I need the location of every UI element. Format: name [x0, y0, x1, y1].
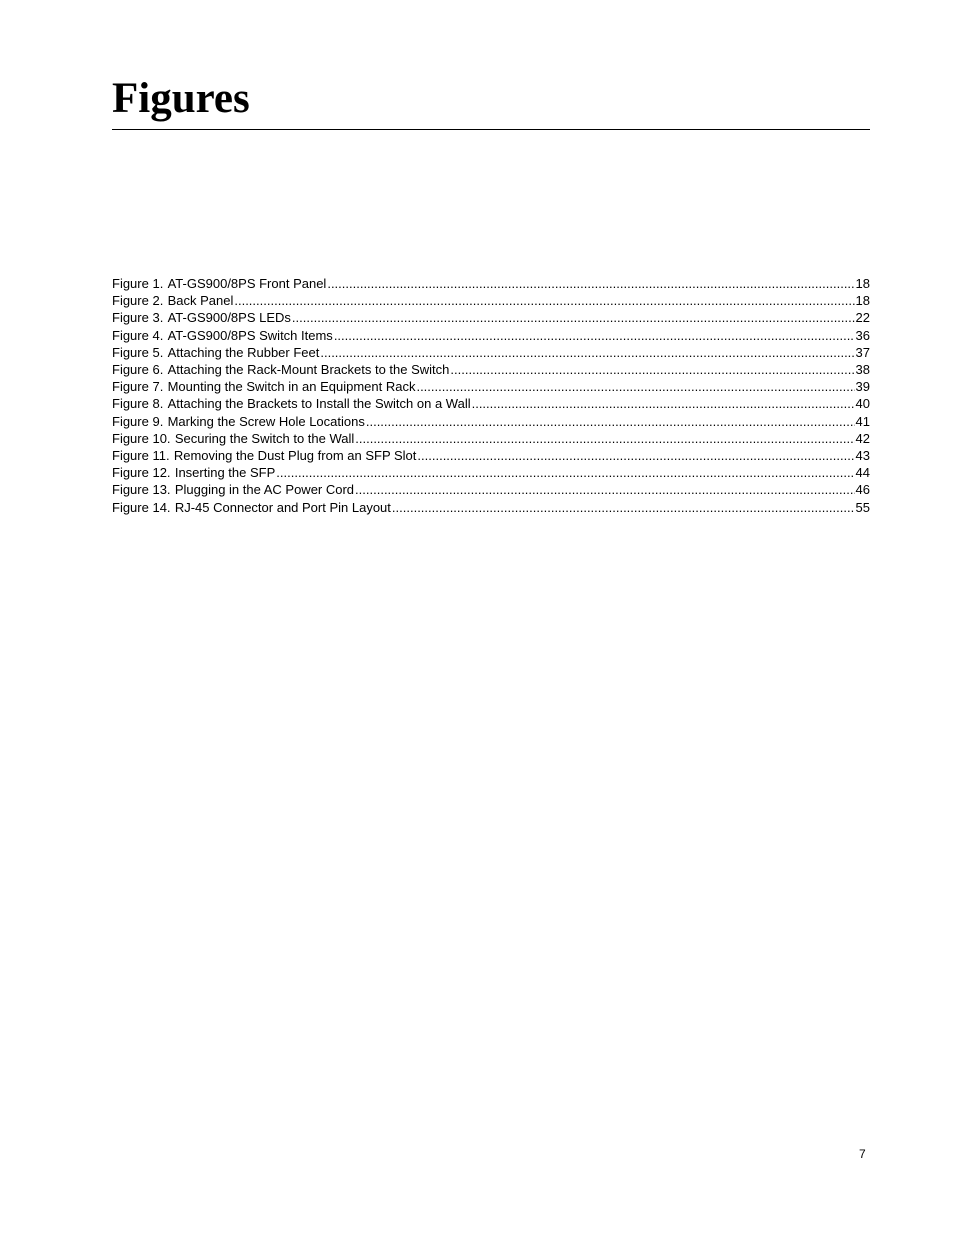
figure-caption: AT-GS900/8PS Switch Items [167, 327, 333, 343]
figure-caption: AT-GS900/8PS Front Panel [167, 276, 327, 291]
figure-number: Figure 3. [112, 310, 164, 326]
figure-number: Figure 12. [112, 465, 171, 481]
figure-entry-12[interactable] [112, 464, 870, 481]
figure-number: Figure 6. [112, 362, 164, 378]
figure-page-number: 40 [855, 396, 870, 412]
page-title: Figures [112, 75, 250, 122]
figure-page-number: 38 [855, 362, 870, 378]
figure-page-number: 39 [855, 379, 870, 395]
figure-number: Figure 14. [112, 499, 171, 515]
figure-caption: Plugging in the AC Power Cord [174, 482, 355, 498]
figure-page-number: 44 [855, 465, 870, 481]
figure-number: Figure 2. [112, 293, 164, 309]
figure-number: Figure 1. [112, 276, 164, 291]
dot-leader [234, 292, 854, 309]
figure-number: Figure 7. [112, 379, 164, 395]
figure-page-number: 43 [855, 448, 870, 464]
page-number: 7 [859, 1147, 866, 1161]
figure-caption: Mounting the Switch in an Equipment Rack [167, 379, 416, 395]
title-rule [112, 129, 870, 130]
figure-page-number: 55 [855, 499, 870, 515]
figure-caption: Inserting the SFP [174, 465, 276, 481]
figure-number: Figure 11. [112, 448, 170, 464]
figure-number: Figure 4. [112, 327, 164, 343]
figure-entry-4[interactable] [112, 327, 870, 344]
figure-page-number: 46 [855, 482, 870, 498]
figure-entry-14[interactable] [112, 499, 870, 516]
figure-entry-9[interactable] [112, 413, 870, 430]
dot-leader [320, 344, 854, 361]
figure-entry-8[interactable] [112, 395, 870, 412]
figure-entry-6[interactable] [112, 361, 870, 378]
figure-page-number: 37 [855, 344, 870, 360]
dot-leader [355, 481, 854, 498]
dot-leader [450, 361, 854, 378]
figure-number: Figure 13. [112, 482, 171, 498]
figure-page-number: 42 [855, 430, 870, 446]
figure-caption: Attaching the Rack-Mount Brackets to the Switch [167, 362, 450, 378]
figure-page-number: 18 [855, 293, 870, 309]
dot-leader [416, 378, 854, 395]
dot-leader [417, 447, 854, 464]
figure-entry-13[interactable] [112, 481, 870, 498]
dot-leader [292, 309, 855, 326]
figure-page-number: 18 [855, 276, 870, 291]
figure-entry-11[interactable] [112, 447, 870, 464]
figure-page-number: 36 [855, 327, 870, 343]
dot-leader [366, 413, 855, 430]
figure-caption: Attaching the Rubber Feet [167, 344, 320, 360]
dot-leader [472, 395, 855, 412]
dot-leader [392, 499, 855, 516]
figure-caption: Attaching the Brackets to Install the Switch on a Wall [167, 396, 471, 412]
figure-entry-10[interactable] [112, 430, 870, 447]
figure-number: Figure 5. [112, 344, 164, 360]
figure-number: Figure 9. [112, 413, 164, 429]
figure-caption: AT-GS900/8PS LEDs [167, 310, 291, 326]
figure-caption: Securing the Switch to the Wall [174, 430, 355, 446]
dot-leader [327, 275, 854, 292]
figure-entry-5[interactable] [112, 344, 870, 361]
figure-entry-2[interactable] [112, 292, 870, 309]
list-of-figures [112, 275, 870, 516]
figure-entry-7[interactable] [112, 378, 870, 395]
figure-caption: Removing the Dust Plug from an SFP Slot [173, 448, 417, 464]
figure-caption: Marking the Screw Hole Locations [167, 413, 365, 429]
dot-leader [334, 327, 855, 344]
figure-caption: RJ-45 Connector and Port Pin Layout [174, 499, 391, 515]
figure-entry-3[interactable] [112, 309, 870, 326]
figure-entry-1[interactable] [112, 275, 870, 292]
figure-page-number: 22 [855, 310, 870, 326]
figure-number: Figure 8. [112, 396, 164, 412]
dot-leader [355, 430, 854, 447]
figure-page-number: 41 [855, 413, 870, 429]
dot-leader [276, 464, 854, 481]
figure-caption: Back Panel [167, 293, 234, 309]
figure-number: Figure 10. [112, 430, 171, 446]
